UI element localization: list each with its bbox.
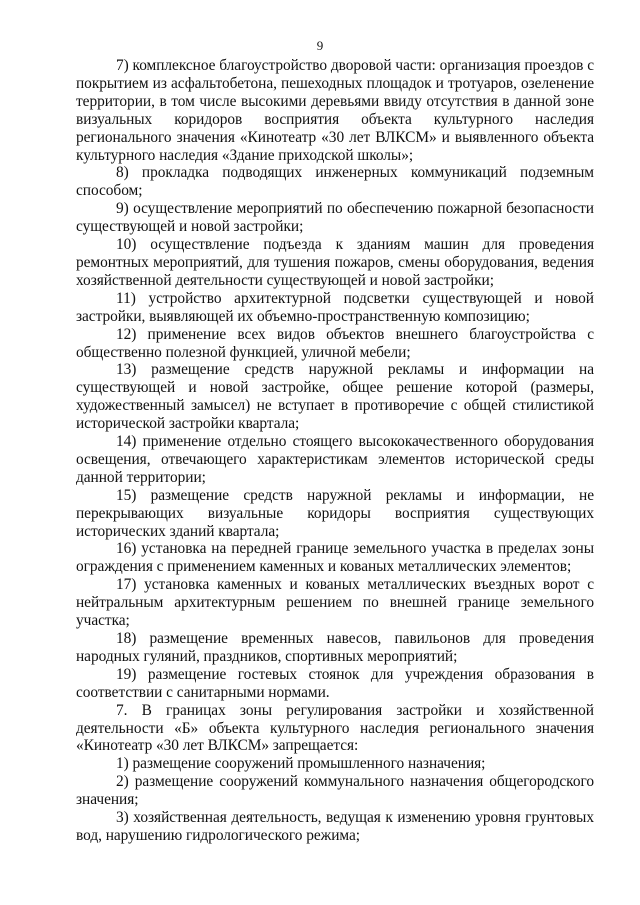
item-17-gates: 17) установка каменных и кованых металлических въездных ворот с нейтральным архитектурным решением по внешней границе земельного участка; [76,576,594,630]
prohibited-item-2: 2) размещение сооружений коммунального назначения общегородского значения; [76,773,594,809]
prohibited-item-1: 1) размещение сооружений промышленного назначения; [116,755,486,773]
item-9-fire-safety: 9) осуществление мероприятий по обеспечению пожарной безопасности существующей и новой застройки; [76,200,594,236]
item-14-street-lighting: 14) применение отдельно стоящего высококачественного оборудования освещения, отвечающего характеристикам элементов исторической среды данной территории; [76,433,594,486]
item-15-advertising: 15) размещение средств наружной рекламы и информации, не перекрывающих визуальные коридоры восприятия существующих исторических зданий квартала; [76,486,594,540]
item-11-lighting: 11) устройство архитектурной подсветки существующей и новой застройки, выявляющей их объемно-пространственную композицию; [76,289,594,325]
item-10-vehicle-access: 10) осуществление подъезда к зданиям машин для проведения ремонтных мероприятий, для тушения пожаров, смены оборудования, ведения хозяйственной деятельности существующей и новой застройки; [76,236,594,289]
item-7-landscaping: 7) комплексное благоустройство дворовой части: организация проездов с покрытием из асфальтобетона, пешеходных площадок и тротуаров, озеленение территории, в том числе высокими деревьями ввиду отсутствия в данной зоне визуальных коридоров восприятия объекта культурного наследия регионального значения «Кинотеатр «30 лет ВЛКСМ» и выявленного объекта культурного наследия «Здание приходской школы»; [76,57,594,164]
item-18-temporary-pavilions: 18) размещение временных навесов, павильонов для проведения народных гуляний, праздников, спортивных мероприятий; [76,630,594,665]
item-13-advertising-on-buildings: 13) размещение средств наружной рекламы и информации на существующей и новой застройке, общее решение которой (размеры, художественный замысел) не вступает в противоречие с общей стилистикой исторической застройки квартала; [76,361,594,433]
page-number: 9 [316,38,324,53]
item-19-guest-parking: 19) размещение гостевых стоянок для учреждения образования в соответствии с санитарными нормами. [76,665,594,701]
item-12-street-furniture: 12) применение всех видов объектов внешнего благоустройства с общественно полезной функцией, уличной мебели; [76,325,594,361]
item-16-fencing: 16) установка на передней границе земельного участка в пределах зоны ограждения с применением каменных и кованых металлических элементов; [76,540,594,576]
item-8-utilities: 8) прокладка подводящих инженерных коммуникаций подземным способом; [76,164,594,200]
section-7-heading: 7. В границах зоны регулирования застройки и хозяйственной деятельности «Б» объекта культурного наследия регионального значения «Кинотеатр «30 лет ВЛКСМ» запрещается: [76,701,594,755]
document-body [76,57,594,845]
prohibited-item-3: 3) хозяйственная деятельность, ведущая к изменению уровня грунтовых вод, нарушению гидрологического режима; [76,809,594,844]
